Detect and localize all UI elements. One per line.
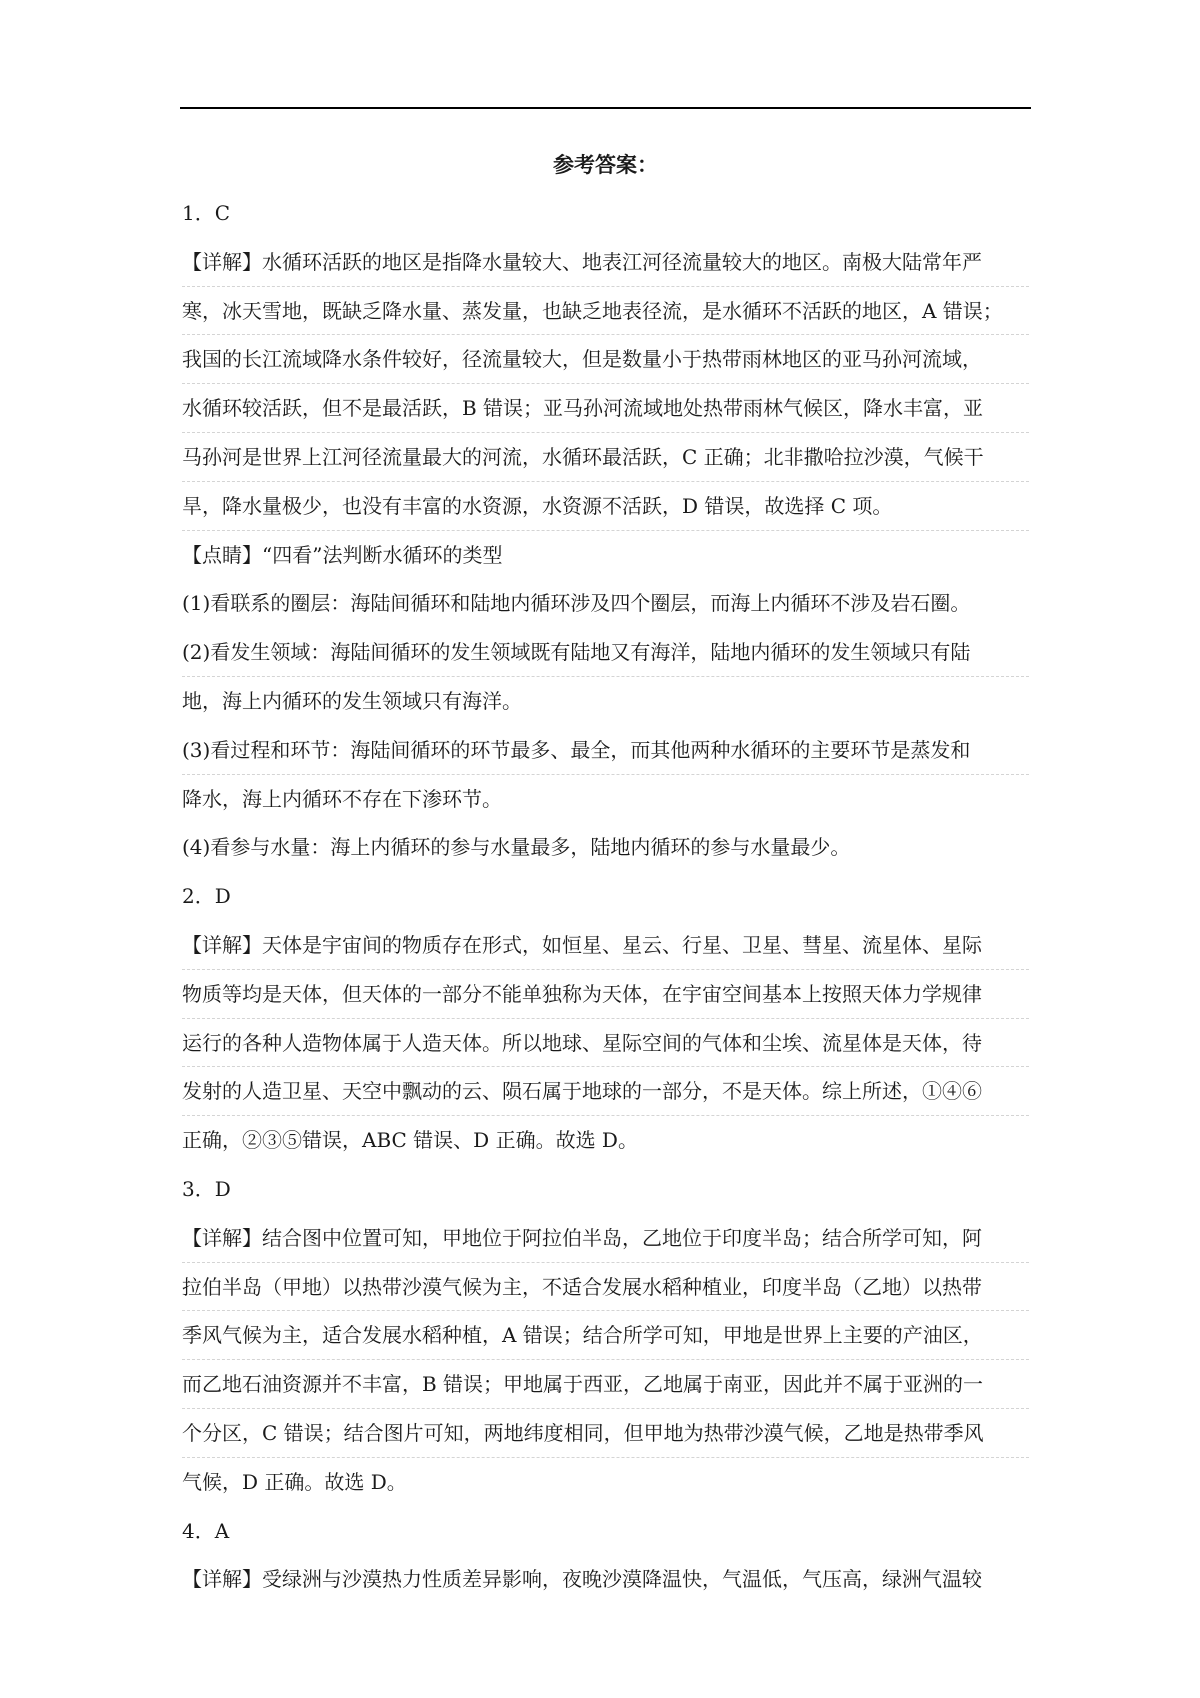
text-line: 【详解】结合图中位置可知，甲地位于阿拉伯半岛，乙地位于印度半岛；结合所学可知，阿 xyxy=(182,1214,1029,1263)
text-line: 个分区，C 错误；结合图片可知，两地纬度相同，但甲地为热带沙漠气候，乙地是热带季风 xyxy=(182,1409,1029,1458)
text-line: 马孙河是世界上江河径流量最大的河流，水循环最活跃，C 正确；北非撒哈拉沙漠，气候干 xyxy=(182,433,1029,482)
answer-number: 1．C xyxy=(182,201,231,225)
answer-document xyxy=(182,145,1029,1604)
text-line: 拉伯半岛（甲地）以热带沙漠气候为主，不适合发展水稻种植业，印度半岛（乙地）以热带 xyxy=(182,1263,1029,1312)
text-line: 气候，D 正确。故选 D。 xyxy=(182,1469,407,1494)
answer-body xyxy=(182,189,1029,1604)
text-line: 水循环较活跃，但不是最活跃，B 错误；亚马孙河流域地处热带雨林气候区，降水丰富，亚 xyxy=(182,384,1029,433)
page-title: 参考答案： xyxy=(553,152,658,177)
text-line: 而乙地石油资源并不丰富，B 错误；甲地属于西亚，乙地属于南亚，因此并不属于亚洲的一 xyxy=(182,1360,1029,1409)
text-line: 寒，冰天雪地，既缺乏降水量、蒸发量，也缺乏地表径流，是水循环不活跃的地区，A 错误； xyxy=(182,287,1029,336)
text-line: 地，海上内循环的发生领域只有海洋。 xyxy=(182,688,522,713)
text-line: (1)看联系的圈层：海陆间循环和陆地内循环涉及四个圈层，而海上内循环不涉及岩石圈。 xyxy=(182,591,971,616)
answer-number: 4．A xyxy=(182,1518,230,1543)
text-line: (4)看参与水量：海上内循环的参与水量最多，陆地内循环的参与水量最少。 xyxy=(182,835,851,860)
text-line: 降水，海上内循环不存在下渗环节。 xyxy=(182,786,502,811)
text-line: 【详解】天体是宇宙间的物质存在形式，如恒星、星云、行星、卫星、彗星、流星体、星际 xyxy=(182,921,1029,970)
text-line: 【详解】水循环活跃的地区是指降水量较大、地表江河径流量较大的地区。南极大陆常年严 xyxy=(182,238,1029,287)
text-line: 发射的人造卫星、天空中飘动的云、陨石属于地球的一部分，不是天体。综上所述，①④⑥ xyxy=(182,1067,1029,1116)
text-line: (2)看发生领域：海陆间循环的发生领域既有陆地又有海洋，陆地内循环的发生领域只有陆 xyxy=(182,628,1029,677)
text-line: 【点睛】“四看”法判断水循环的类型 xyxy=(182,542,503,567)
header-rule xyxy=(180,107,1031,109)
text-line: 我国的长江流域降水条件较好，径流量较大，但是数量小于热带雨林地区的亚马孙河流域， xyxy=(182,335,1029,384)
answer-number: 3．D xyxy=(182,1176,231,1201)
text-line: 旱，降水量极少，也没有丰富的水资源，水资源不活跃，D 错误，故选择 C 项。 xyxy=(182,482,1029,531)
text-line: 【详解】受绿洲与沙漠热力性质差异影响，夜晚沙漠降温快，气温低，气压高，绿洲气温较 xyxy=(182,1567,982,1592)
answer-number: 2．D xyxy=(182,884,231,909)
text-line: 运行的各种人造物体属于人造天体。所以地球、星际空间的气体和尘埃、流星体是天体，待 xyxy=(182,1019,1029,1068)
text-line: (3)看过程和环节：海陆间循环的环节最多、最全，而其他两种水循环的主要环节是蒸发和 xyxy=(182,726,1029,775)
text-line: 季风气候为主，适合发展水稻种植，A 错误；结合所学可知，甲地是世界上主要的产油区， xyxy=(182,1311,1029,1360)
text-line: 正确，②③⑤错误，ABC 错误、D 正确。故选 D。 xyxy=(182,1128,638,1153)
text-line: 物质等均是天体，但天体的一部分不能单独称为天体，在宇宙空间基本上按照天体力学规律 xyxy=(182,970,1029,1019)
